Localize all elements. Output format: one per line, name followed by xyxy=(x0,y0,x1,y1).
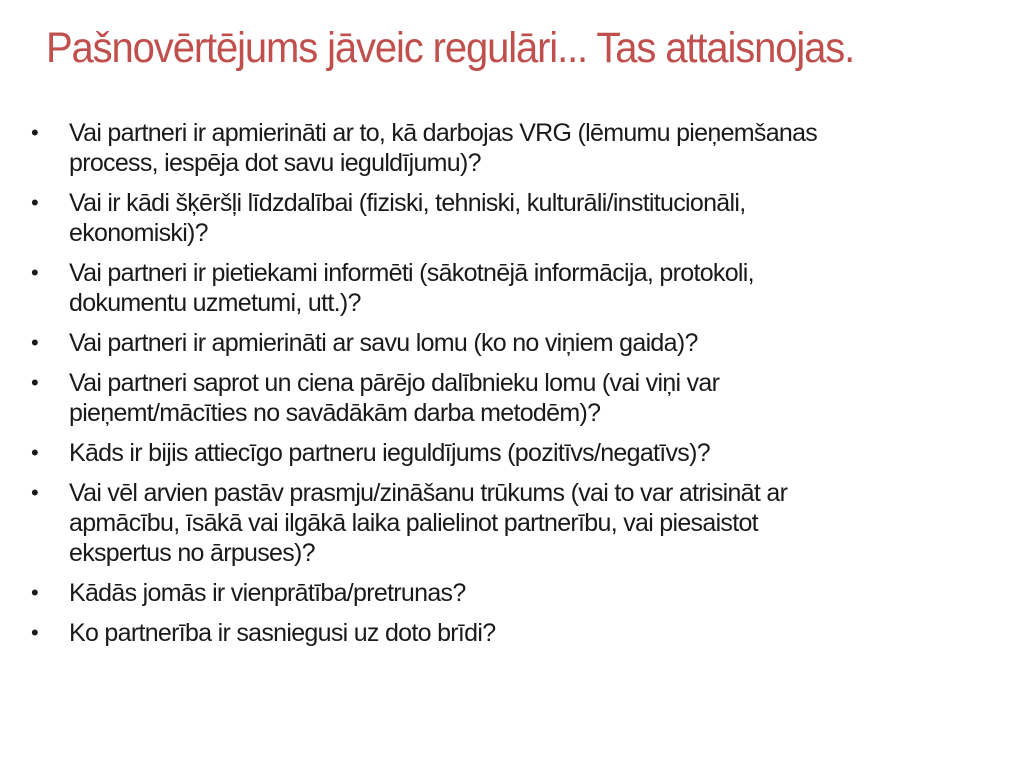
bullet-text xyxy=(69,368,955,428)
bullet-item xyxy=(0,578,955,608)
bullet-dot-icon: • xyxy=(31,370,39,395)
bullet-line: Vai vēl arvien pastāv prasmju/zināšanu trūkums (vai to var atrisināt ar xyxy=(69,479,788,507)
bullet-item xyxy=(0,478,955,568)
bullet-text xyxy=(69,618,955,648)
bullet-item xyxy=(0,188,955,248)
bullet-item xyxy=(0,438,955,468)
bullet-line: Vai partneri saprot un ciena pārējo dalībnieku lomu (vai viņi var xyxy=(69,369,720,397)
bullet-line: dokumentu uzmetumi, utt.)? xyxy=(69,289,361,317)
bullet-item xyxy=(0,258,955,318)
bullet-dot-icon: • xyxy=(31,120,39,145)
bullet-line: Vai ir kādi šķēršļi līdzdalībai (fiziski, tehniski, kulturāli/institucionāli, xyxy=(69,189,746,217)
bullet-line: Ko partnerība ir sasniegusi uz doto brīdi? xyxy=(69,619,496,647)
bullet-dot-icon: • xyxy=(31,580,39,605)
bullet-text xyxy=(69,578,955,608)
bullet-list xyxy=(0,118,1024,658)
bullet-dot-icon: • xyxy=(31,330,39,355)
bullet-text xyxy=(69,188,955,248)
bullet-text xyxy=(69,438,955,468)
bullet-line: ekonomiski)? xyxy=(69,219,208,247)
bullet-line: Vai partneri ir pietiekami informēti (sākotnējā informācija, protokoli, xyxy=(69,259,754,287)
bullet-text xyxy=(69,328,955,358)
bullet-line: ekspertus no ārpuses)? xyxy=(69,539,315,567)
bullet-text xyxy=(69,478,955,568)
bullet-dot-icon: • xyxy=(31,190,39,215)
bullet-dot-icon: • xyxy=(31,480,39,505)
bullet-dot-icon: • xyxy=(31,440,39,465)
bullet-line: Kāds ir bijis attiecīgo partneru ieguldījums (pozitīvs/negatīvs)? xyxy=(69,439,710,467)
bullet-line: Vai partneri ir apmierināti ar savu lomu (ko no viņiem gaida)? xyxy=(69,329,698,357)
bullet-item xyxy=(0,368,955,428)
bullet-dot-icon: • xyxy=(31,620,39,645)
bullet-dot-icon: • xyxy=(31,260,39,285)
bullet-item xyxy=(0,118,955,178)
bullet-item xyxy=(0,328,955,358)
bullet-text xyxy=(69,118,955,178)
bullet-line: pieņemt/mācīties no savādākām darba metodēm)? xyxy=(69,399,601,427)
bullet-line: apmācību, īsākā vai ilgākā laika palielinot partnerību, vai piesaistot xyxy=(69,509,758,537)
bullet-line: process, iespēja dot savu ieguldījumu)? xyxy=(69,149,481,177)
bullet-item xyxy=(0,618,955,648)
slide-title: Pašnovērtējums jāveic regulāri... Tas attaisnojas. xyxy=(46,24,855,72)
bullet-line: Kādās jomās ir vienprātība/pretrunas? xyxy=(69,579,466,607)
bullet-text xyxy=(69,258,955,318)
bullet-line: Vai partneri ir apmierināti ar to, kā darbojas VRG (lēmumu pieņemšanas xyxy=(69,119,818,147)
